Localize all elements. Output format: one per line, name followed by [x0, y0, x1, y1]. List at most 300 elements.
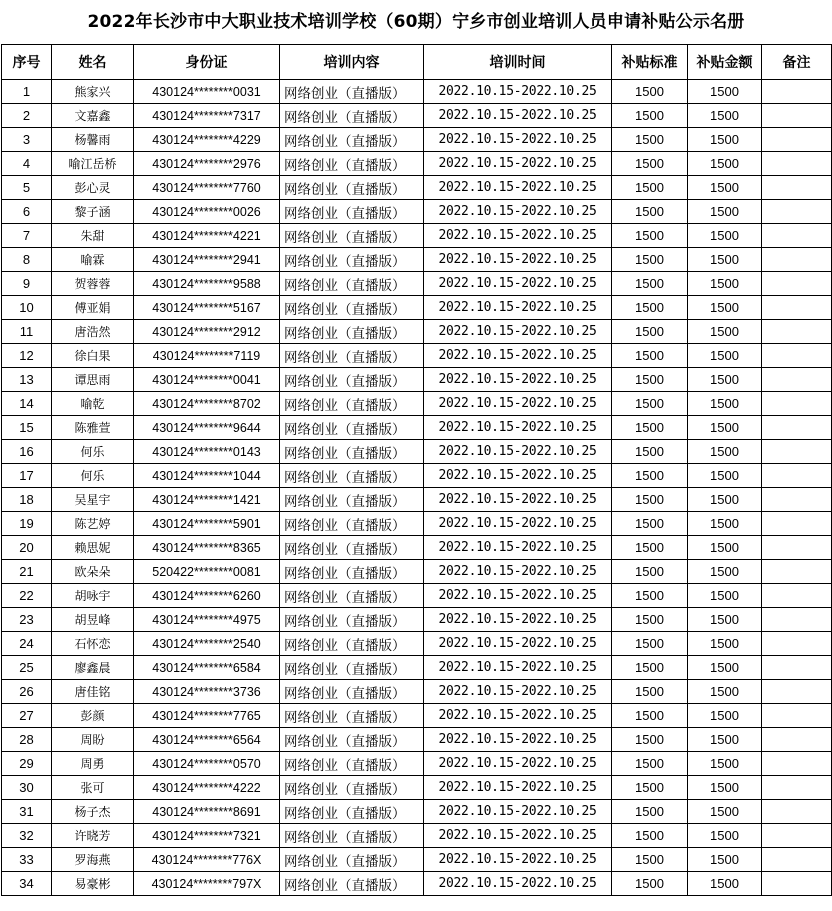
cell-period: 2022.10.15-2022.10.25	[424, 440, 612, 464]
cell-standard: 1500	[612, 752, 688, 776]
header-seq: 序号	[2, 45, 52, 80]
cell-content: 网络创业（直播版）	[280, 824, 424, 848]
cell-seq: 32	[2, 824, 52, 848]
cell-name: 陈雅萱	[52, 416, 134, 440]
cell-seq: 1	[2, 80, 52, 104]
document-title: 2022年长沙市中大职业技术培训学校（60期）宁乡市创业培训人员申请补贴公示名册	[87, 12, 745, 32]
cell-standard: 1500	[612, 704, 688, 728]
cell-remark	[762, 584, 832, 608]
cell-period: 2022.10.15-2022.10.25	[424, 872, 612, 896]
cell-remark	[762, 368, 832, 392]
table-row	[2, 584, 832, 608]
cell-amount: 1500	[688, 176, 762, 200]
cell-id: 430124********0031	[134, 80, 280, 104]
table-header-row	[2, 45, 832, 80]
cell-amount: 1500	[688, 104, 762, 128]
cell-id: 430124********2912	[134, 320, 280, 344]
cell-standard: 1500	[612, 80, 688, 104]
cell-seq: 18	[2, 488, 52, 512]
cell-amount: 1500	[688, 80, 762, 104]
cell-standard: 1500	[612, 512, 688, 536]
cell-amount: 1500	[688, 800, 762, 824]
cell-seq: 6	[2, 200, 52, 224]
cell-name: 何乐	[52, 464, 134, 488]
cell-name: 朱甜	[52, 224, 134, 248]
table-row	[2, 728, 832, 752]
cell-seq: 7	[2, 224, 52, 248]
cell-id: 430124********4229	[134, 128, 280, 152]
cell-period: 2022.10.15-2022.10.25	[424, 728, 612, 752]
cell-name: 杨子杰	[52, 800, 134, 824]
table-row	[2, 176, 832, 200]
header-period: 培训时间	[424, 45, 612, 80]
cell-period: 2022.10.15-2022.10.25	[424, 392, 612, 416]
cell-period: 2022.10.15-2022.10.25	[424, 704, 612, 728]
cell-content: 网络创业（直播版）	[280, 728, 424, 752]
cell-amount: 1500	[688, 368, 762, 392]
cell-seq: 16	[2, 440, 52, 464]
table-body	[2, 80, 832, 896]
cell-remark	[762, 872, 832, 896]
table-row	[2, 296, 832, 320]
cell-amount: 1500	[688, 680, 762, 704]
cell-id: 430124********9644	[134, 416, 280, 440]
cell-name: 傅亚娟	[52, 296, 134, 320]
cell-period: 2022.10.15-2022.10.25	[424, 200, 612, 224]
cell-standard: 1500	[612, 488, 688, 512]
cell-remark	[762, 248, 832, 272]
table-row	[2, 440, 832, 464]
cell-amount: 1500	[688, 872, 762, 896]
cell-content: 网络创业（直播版）	[280, 752, 424, 776]
cell-content: 网络创业（直播版）	[280, 704, 424, 728]
table-row	[2, 80, 832, 104]
table-row	[2, 656, 832, 680]
cell-id: 430124********6584	[134, 656, 280, 680]
cell-name: 谭思雨	[52, 368, 134, 392]
cell-standard: 1500	[612, 248, 688, 272]
cell-content: 网络创业（直播版）	[280, 488, 424, 512]
cell-name: 廖鑫晨	[52, 656, 134, 680]
table-row	[2, 704, 832, 728]
cell-id: 430124********2976	[134, 152, 280, 176]
cell-remark	[762, 296, 832, 320]
cell-amount: 1500	[688, 752, 762, 776]
cell-amount: 1500	[688, 608, 762, 632]
cell-amount: 1500	[688, 200, 762, 224]
cell-period: 2022.10.15-2022.10.25	[424, 464, 612, 488]
cell-amount: 1500	[688, 824, 762, 848]
cell-period: 2022.10.15-2022.10.25	[424, 248, 612, 272]
cell-remark	[762, 272, 832, 296]
cell-standard: 1500	[612, 152, 688, 176]
cell-name: 贺蓉蓉	[52, 272, 134, 296]
table-row	[2, 608, 832, 632]
cell-id: 430124********7119	[134, 344, 280, 368]
cell-id: 430124********5901	[134, 512, 280, 536]
cell-id: 430124********4221	[134, 224, 280, 248]
cell-seq: 4	[2, 152, 52, 176]
cell-amount: 1500	[688, 776, 762, 800]
cell-period: 2022.10.15-2022.10.25	[424, 320, 612, 344]
cell-seq: 15	[2, 416, 52, 440]
cell-seq: 19	[2, 512, 52, 536]
cell-seq: 29	[2, 752, 52, 776]
cell-name: 唐浩然	[52, 320, 134, 344]
table-row	[2, 224, 832, 248]
cell-seq: 24	[2, 632, 52, 656]
table-row	[2, 560, 832, 584]
cell-name: 唐佳铭	[52, 680, 134, 704]
cell-period: 2022.10.15-2022.10.25	[424, 536, 612, 560]
cell-remark	[762, 776, 832, 800]
cell-name: 杨馨雨	[52, 128, 134, 152]
cell-standard: 1500	[612, 536, 688, 560]
cell-standard: 1500	[612, 656, 688, 680]
cell-seq: 31	[2, 800, 52, 824]
cell-standard: 1500	[612, 824, 688, 848]
cell-period: 2022.10.15-2022.10.25	[424, 224, 612, 248]
cell-id: 430124********4975	[134, 608, 280, 632]
table-row	[2, 512, 832, 536]
cell-name: 熊家兴	[52, 80, 134, 104]
cell-seq: 8	[2, 248, 52, 272]
cell-amount: 1500	[688, 416, 762, 440]
cell-content: 网络创业（直播版）	[280, 848, 424, 872]
cell-remark	[762, 800, 832, 824]
cell-period: 2022.10.15-2022.10.25	[424, 488, 612, 512]
cell-standard: 1500	[612, 104, 688, 128]
cell-id: 430124********3736	[134, 680, 280, 704]
cell-content: 网络创业（直播版）	[280, 776, 424, 800]
cell-content: 网络创业（直播版）	[280, 392, 424, 416]
table-row	[2, 632, 832, 656]
cell-amount: 1500	[688, 632, 762, 656]
cell-id: 430124********7321	[134, 824, 280, 848]
cell-period: 2022.10.15-2022.10.25	[424, 80, 612, 104]
cell-seq: 33	[2, 848, 52, 872]
cell-seq: 9	[2, 272, 52, 296]
cell-seq: 11	[2, 320, 52, 344]
cell-id: 430124********0570	[134, 752, 280, 776]
cell-period: 2022.10.15-2022.10.25	[424, 296, 612, 320]
cell-id: 430124********0026	[134, 200, 280, 224]
cell-remark	[762, 104, 832, 128]
cell-seq: 26	[2, 680, 52, 704]
cell-content: 网络创业（直播版）	[280, 200, 424, 224]
cell-name: 罗海燕	[52, 848, 134, 872]
cell-amount: 1500	[688, 248, 762, 272]
cell-period: 2022.10.15-2022.10.25	[424, 824, 612, 848]
cell-remark	[762, 848, 832, 872]
cell-period: 2022.10.15-2022.10.25	[424, 608, 612, 632]
cell-remark	[762, 728, 832, 752]
cell-id: 430124********0143	[134, 440, 280, 464]
cell-seq: 14	[2, 392, 52, 416]
cell-content: 网络创业（直播版）	[280, 440, 424, 464]
cell-id: 430124********8691	[134, 800, 280, 824]
cell-period: 2022.10.15-2022.10.25	[424, 656, 612, 680]
table-row	[2, 344, 832, 368]
cell-content: 网络创业（直播版）	[280, 536, 424, 560]
table-row	[2, 152, 832, 176]
cell-standard: 1500	[612, 608, 688, 632]
cell-standard: 1500	[612, 368, 688, 392]
cell-remark	[762, 224, 832, 248]
table-row	[2, 104, 832, 128]
cell-content: 网络创业（直播版）	[280, 344, 424, 368]
cell-content: 网络创业（直播版）	[280, 80, 424, 104]
cell-amount: 1500	[688, 224, 762, 248]
cell-content: 网络创业（直播版）	[280, 272, 424, 296]
cell-seq: 23	[2, 608, 52, 632]
cell-period: 2022.10.15-2022.10.25	[424, 752, 612, 776]
header-standard: 补贴标准	[612, 45, 688, 80]
cell-content: 网络创业（直播版）	[280, 680, 424, 704]
cell-remark	[762, 200, 832, 224]
cell-name: 欧朵朵	[52, 560, 134, 584]
cell-name: 文嘉鑫	[52, 104, 134, 128]
cell-remark	[762, 536, 832, 560]
cell-standard: 1500	[612, 680, 688, 704]
cell-content: 网络创业（直播版）	[280, 800, 424, 824]
cell-id: 430124********9588	[134, 272, 280, 296]
cell-id: 430124********8702	[134, 392, 280, 416]
cell-remark	[762, 440, 832, 464]
table-row	[2, 464, 832, 488]
cell-name: 易豪彬	[52, 872, 134, 896]
cell-standard: 1500	[612, 128, 688, 152]
table-row	[2, 416, 832, 440]
cell-content: 网络创业（直播版）	[280, 176, 424, 200]
cell-seq: 34	[2, 872, 52, 896]
cell-seq: 17	[2, 464, 52, 488]
cell-remark	[762, 416, 832, 440]
table-row	[2, 872, 832, 896]
cell-content: 网络创业（直播版）	[280, 368, 424, 392]
header-id: 身份证	[134, 45, 280, 80]
cell-standard: 1500	[612, 320, 688, 344]
cell-standard: 1500	[612, 848, 688, 872]
cell-id: 430124********6564	[134, 728, 280, 752]
header-name: 姓名	[52, 45, 134, 80]
cell-standard: 1500	[612, 296, 688, 320]
cell-id: 430124********8365	[134, 536, 280, 560]
cell-remark	[762, 560, 832, 584]
cell-id: 430124********776X	[134, 848, 280, 872]
cell-standard: 1500	[612, 560, 688, 584]
cell-name: 周盼	[52, 728, 134, 752]
cell-standard: 1500	[612, 416, 688, 440]
cell-content: 网络创业（直播版）	[280, 128, 424, 152]
cell-amount: 1500	[688, 320, 762, 344]
cell-standard: 1500	[612, 776, 688, 800]
cell-amount: 1500	[688, 584, 762, 608]
header-amount: 补贴金额	[688, 45, 762, 80]
table-row	[2, 680, 832, 704]
cell-period: 2022.10.15-2022.10.25	[424, 512, 612, 536]
cell-period: 2022.10.15-2022.10.25	[424, 368, 612, 392]
cell-seq: 27	[2, 704, 52, 728]
cell-period: 2022.10.15-2022.10.25	[424, 560, 612, 584]
cell-amount: 1500	[688, 392, 762, 416]
cell-remark	[762, 632, 832, 656]
cell-standard: 1500	[612, 200, 688, 224]
cell-period: 2022.10.15-2022.10.25	[424, 584, 612, 608]
cell-seq: 30	[2, 776, 52, 800]
cell-amount: 1500	[688, 464, 762, 488]
cell-seq: 22	[2, 584, 52, 608]
cell-seq: 12	[2, 344, 52, 368]
cell-content: 网络创业（直播版）	[280, 248, 424, 272]
cell-amount: 1500	[688, 296, 762, 320]
cell-seq: 21	[2, 560, 52, 584]
cell-amount: 1500	[688, 272, 762, 296]
cell-name: 喻乾	[52, 392, 134, 416]
cell-remark	[762, 152, 832, 176]
table-row	[2, 800, 832, 824]
cell-amount: 1500	[688, 536, 762, 560]
table-row	[2, 536, 832, 560]
cell-seq: 20	[2, 536, 52, 560]
cell-standard: 1500	[612, 344, 688, 368]
cell-standard: 1500	[612, 464, 688, 488]
cell-standard: 1500	[612, 440, 688, 464]
cell-id: 430124********2941	[134, 248, 280, 272]
cell-seq: 2	[2, 104, 52, 128]
cell-amount: 1500	[688, 728, 762, 752]
cell-remark	[762, 680, 832, 704]
cell-remark	[762, 344, 832, 368]
cell-name: 胡咏宇	[52, 584, 134, 608]
table-row	[2, 488, 832, 512]
cell-name: 何乐	[52, 440, 134, 464]
cell-id: 430124********1044	[134, 464, 280, 488]
cell-standard: 1500	[612, 176, 688, 200]
cell-content: 网络创业（直播版）	[280, 512, 424, 536]
table-row	[2, 272, 832, 296]
cell-content: 网络创业（直播版）	[280, 320, 424, 344]
cell-id: 430124********0041	[134, 368, 280, 392]
cell-remark	[762, 488, 832, 512]
cell-name: 喻江岳桥	[52, 152, 134, 176]
cell-standard: 1500	[612, 224, 688, 248]
cell-period: 2022.10.15-2022.10.25	[424, 272, 612, 296]
cell-period: 2022.10.15-2022.10.25	[424, 848, 612, 872]
cell-id: 430124********6260	[134, 584, 280, 608]
cell-standard: 1500	[612, 728, 688, 752]
cell-name: 张可	[52, 776, 134, 800]
cell-content: 网络创业（直播版）	[280, 296, 424, 320]
cell-standard: 1500	[612, 872, 688, 896]
cell-remark	[762, 752, 832, 776]
cell-amount: 1500	[688, 128, 762, 152]
cell-remark	[762, 656, 832, 680]
cell-name: 周勇	[52, 752, 134, 776]
cell-content: 网络创业（直播版）	[280, 632, 424, 656]
cell-period: 2022.10.15-2022.10.25	[424, 152, 612, 176]
cell-amount: 1500	[688, 512, 762, 536]
cell-standard: 1500	[612, 632, 688, 656]
cell-period: 2022.10.15-2022.10.25	[424, 344, 612, 368]
table-row	[2, 752, 832, 776]
cell-remark	[762, 80, 832, 104]
header-remark: 备注	[762, 45, 832, 80]
table-row	[2, 128, 832, 152]
cell-id: 430124********7760	[134, 176, 280, 200]
cell-content: 网络创业（直播版）	[280, 608, 424, 632]
cell-amount: 1500	[688, 560, 762, 584]
cell-amount: 1500	[688, 704, 762, 728]
cell-name: 喻霖	[52, 248, 134, 272]
cell-id: 430124********4222	[134, 776, 280, 800]
cell-period: 2022.10.15-2022.10.25	[424, 632, 612, 656]
table-row	[2, 824, 832, 848]
cell-amount: 1500	[688, 440, 762, 464]
cell-amount: 1500	[688, 488, 762, 512]
subsidy-table	[1, 44, 832, 896]
cell-remark	[762, 176, 832, 200]
cell-remark	[762, 320, 832, 344]
table-row	[2, 368, 832, 392]
cell-remark	[762, 464, 832, 488]
cell-standard: 1500	[612, 392, 688, 416]
cell-content: 网络创业（直播版）	[280, 560, 424, 584]
cell-standard: 1500	[612, 800, 688, 824]
cell-id: 430124********2540	[134, 632, 280, 656]
table-row	[2, 848, 832, 872]
cell-seq: 10	[2, 296, 52, 320]
cell-seq: 13	[2, 368, 52, 392]
cell-amount: 1500	[688, 656, 762, 680]
table-row	[2, 320, 832, 344]
cell-amount: 1500	[688, 344, 762, 368]
cell-remark	[762, 128, 832, 152]
cell-id: 430124********1421	[134, 488, 280, 512]
cell-name: 彭颜	[52, 704, 134, 728]
cell-name: 徐白果	[52, 344, 134, 368]
cell-remark	[762, 824, 832, 848]
cell-remark	[762, 704, 832, 728]
cell-period: 2022.10.15-2022.10.25	[424, 104, 612, 128]
cell-period: 2022.10.15-2022.10.25	[424, 680, 612, 704]
header-content: 培训内容	[280, 45, 424, 80]
table-row	[2, 392, 832, 416]
cell-seq: 5	[2, 176, 52, 200]
cell-content: 网络创业（直播版）	[280, 584, 424, 608]
cell-name: 石怀恋	[52, 632, 134, 656]
cell-amount: 1500	[688, 848, 762, 872]
cell-amount: 1500	[688, 152, 762, 176]
cell-period: 2022.10.15-2022.10.25	[424, 800, 612, 824]
cell-content: 网络创业（直播版）	[280, 872, 424, 896]
table-row	[2, 776, 832, 800]
cell-name: 许晓芳	[52, 824, 134, 848]
cell-period: 2022.10.15-2022.10.25	[424, 128, 612, 152]
cell-name: 陈艺婷	[52, 512, 134, 536]
cell-remark	[762, 512, 832, 536]
cell-remark	[762, 392, 832, 416]
cell-standard: 1500	[612, 584, 688, 608]
cell-content: 网络创业（直播版）	[280, 152, 424, 176]
cell-id: 430124********7317	[134, 104, 280, 128]
cell-name: 胡昱峰	[52, 608, 134, 632]
table-row	[2, 200, 832, 224]
cell-period: 2022.10.15-2022.10.25	[424, 176, 612, 200]
cell-content: 网络创业（直播版）	[280, 224, 424, 248]
cell-seq: 28	[2, 728, 52, 752]
cell-name: 彭心灵	[52, 176, 134, 200]
